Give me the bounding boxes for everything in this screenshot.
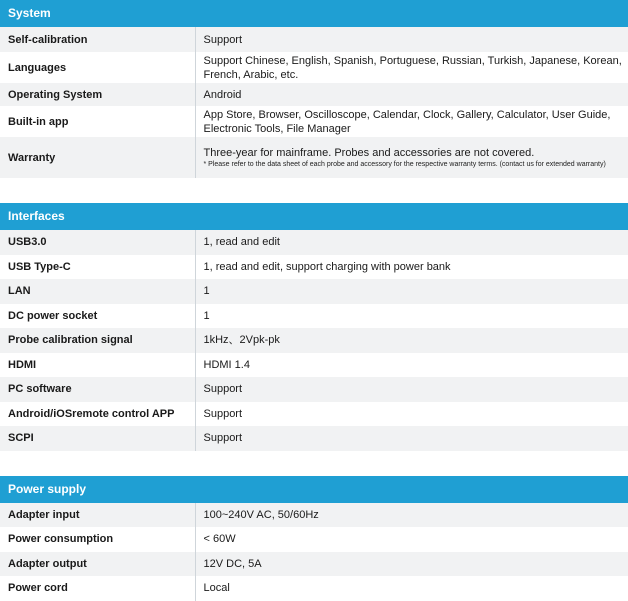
spec-key: Languages — [0, 52, 195, 83]
table-row — [0, 353, 628, 378]
table-row — [0, 552, 628, 577]
spec-key: DC power socket — [0, 304, 195, 329]
section-spacer — [0, 178, 628, 203]
table-row — [0, 83, 628, 106]
spec-value: Support — [195, 402, 628, 427]
spec-key: Operating System — [0, 83, 195, 106]
section-interfaces — [0, 203, 628, 451]
spec-value: 100~240V AC, 50/60Hz — [195, 503, 628, 528]
table-row — [0, 377, 628, 402]
table-row — [0, 255, 628, 280]
spec-key: LAN — [0, 279, 195, 304]
spec-value: Support — [195, 377, 628, 402]
spec-key: Android/iOSremote control APP — [0, 402, 195, 427]
spec-value: 1kHz、2Vpk-pk — [195, 328, 628, 353]
section-system — [0, 0, 628, 178]
table-row — [0, 402, 628, 427]
spec-value: Support Chinese, English, Spanish, Portuguese, Russian, Turkish, Japanese, Korean, French, Arabic, etc. — [195, 52, 628, 83]
spec-key: SCPI — [0, 426, 195, 451]
spec-key: Adapter output — [0, 552, 195, 577]
spec-key: Built-in app — [0, 106, 195, 137]
table-row — [0, 27, 628, 52]
spec-table-interfaces — [0, 230, 628, 451]
spec-key: Adapter input — [0, 503, 195, 528]
spec-key: USB3.0 — [0, 230, 195, 255]
spec-key: Power cord — [0, 576, 195, 601]
spec-value: Support — [195, 426, 628, 451]
spec-value-warranty — [195, 137, 628, 178]
spec-value: Android — [195, 83, 628, 106]
table-row — [0, 576, 628, 601]
spec-value: App Store, Browser, Oscilloscope, Calendar, Clock, Gallery, Calculator, User Guide, Electronic Tools, File Manager — [195, 106, 628, 137]
table-row — [0, 230, 628, 255]
warranty-text: Three-year for mainframe. Probes and accessories are not covered. — [203, 146, 535, 159]
spec-key: Self-calibration — [0, 27, 195, 52]
section-header-power-supply: Power supply — [0, 476, 628, 503]
section-spacer — [0, 451, 628, 476]
warranty-note: * Please refer to the data sheet of each probe and accessory for the respective warranty terms. (contact us for extended warranty) — [203, 160, 606, 168]
spec-key: Warranty — [0, 137, 195, 178]
spec-value: HDMI 1.4 — [195, 353, 628, 378]
spec-key: Probe calibration signal — [0, 328, 195, 353]
section-header-system: System — [0, 0, 628, 27]
table-row — [0, 503, 628, 528]
table-row — [0, 304, 628, 329]
table-row — [0, 328, 628, 353]
spec-value: Support — [195, 27, 628, 52]
spec-table-power-supply — [0, 503, 628, 601]
spec-key: Power consumption — [0, 527, 195, 552]
spec-value: 1, read and edit, support charging with power bank — [195, 255, 628, 280]
spec-value: 1 — [195, 279, 628, 304]
table-row — [0, 52, 628, 83]
table-row — [0, 426, 628, 451]
spec-value: Local — [195, 576, 628, 601]
table-row — [0, 527, 628, 552]
spec-value: 1, read and edit — [195, 230, 628, 255]
table-row — [0, 279, 628, 304]
spec-value: 1 — [195, 304, 628, 329]
spec-key: HDMI — [0, 353, 195, 378]
table-row — [0, 137, 628, 178]
spec-key: PC software — [0, 377, 195, 402]
section-power-supply — [0, 476, 628, 601]
spec-table-system — [0, 27, 628, 178]
section-header-interfaces: Interfaces — [0, 203, 628, 230]
spec-value: < 60W — [195, 527, 628, 552]
table-row — [0, 106, 628, 137]
spec-value: 12V DC, 5A — [195, 552, 628, 577]
spec-key: USB Type-C — [0, 255, 195, 280]
